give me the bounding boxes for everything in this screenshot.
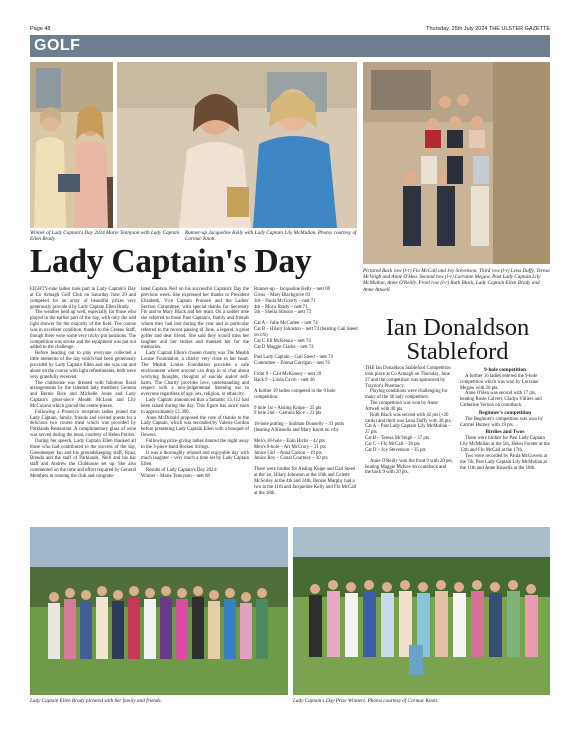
result-line: Cat C Jill McKenna – nett 74 [254, 338, 311, 344]
paragraph: EIGHTY-nine ladies took part in Lady Captain's Day at Co Armagh Golf Club on Saturday June 29 and competed for an array of beautiful prizes very generously provide d by Lady Captain Ellen Brady. [30, 287, 136, 310]
paragraph: It was a thoroughly relaxed and enjoyable day with much laughter – very much a time set by Lady Captain Ellen. [141, 450, 249, 468]
subheading: 9-hole competition [484, 367, 526, 373]
article-ian-donaldson-col1 [365, 366, 453, 476]
result-line: 4th – Moya Brady – nett 71 [254, 304, 308, 310]
paragraph: During her speech, Lady Captain Ellen thanked all those who had contributed to the success of the day, Greenkeeper Ian and his groundskeeping staff, Ryan, Brenda and the staff of Parklands, Neill and his bar staff and Andrew the Clubhouse set up. She also commented on the time and effort required by General Members in running the club and congratu- [30, 438, 136, 479]
paragraph: There were birdies for Past Lady Captain Lily McMullan at the 5th, Helen Forster at the 13th and Flo McCall at the 17th. [460, 436, 550, 453]
paragraph: Lady Captain announced that a fantastic £1,112 had been raised during the day. This figure has since risen to approximately £1,300. [141, 398, 249, 415]
result-line: A further 19 ladies competed in the 9 hole competition. [254, 388, 336, 400]
paragraph: A further 16 ladies entered the 9-hole competition which was won by Lorraine Megaw with 20 pts. [460, 373, 539, 391]
result-line: Committee – Emma Gurrigan – nett 76 [254, 361, 330, 367]
result-line: 18-hole putting – Siobhan Donnelly – 33 putts (beating A Kinsella and Mary Knott on c/b) [254, 422, 345, 434]
issue-date-masthead: Thursday, 25th July 2024 THE ULSTER GAZETTE [426, 26, 550, 32]
paragraph: Following prize-giving ladies danced the night away to the 3-piece band Broken Strings. [141, 438, 249, 450]
result-line: 3rd – Paula McGoorty – nett 71 [254, 298, 316, 304]
result-line: Gross – Mary Blackgrove 83 [254, 292, 311, 298]
paragraph: Playing conditions were challenging for many of the 46 lady competitors. [365, 389, 448, 401]
subheading: Birdies and Twos [485, 429, 525, 436]
result-line: Cat C – Flo McCall – 36 pts [365, 441, 420, 447]
headline-ian-donaldson-stableford [365, 316, 550, 364]
result-line: Cat A – Past Lady Captain Lily McMullan – 37 pts [365, 424, 451, 436]
result-line: 9 hole 1st – Aisling Knipe – 25 pts [254, 405, 322, 411]
result-line: Cat D – Joy Stevenson – 35 pts [365, 447, 426, 453]
result-line: 5th – Sheila Stinson – nett 73 [254, 310, 312, 316]
result-line: Cat B – Hilary Johnston – nett 74 (beating Gail Steed on c/b) [254, 327, 358, 338]
result-line: There were birdies for Aisling Knipe and Gail Steed at the 1st, Hilary Johnston at the 10th and Colette McSorley at the 4th and 14th, Denise Murphy had a two at the 11th and Jacqueline Kelly and Flo McCall at the 18th. [254, 467, 357, 496]
paragraph: Anne O'Reilly won the front 9 with 20 pts, beating Maggie McKee on countback and the back 9 with 20 pts. [365, 458, 453, 476]
paragraph: Before heading out to play everyone collected a little memento of the day which had been generously provided by Lady Captain Ellen and she was out and about on the course with light refreshments, both were very gratefully received. [30, 351, 136, 380]
paragraph: Two were recorded by Paula McGovern at the 7th, Past Lady Captain Lily McMullan at the 11th and Anne Kinsella at the 18th. [460, 453, 548, 471]
caption-winner: Winner of Lady Captain's Day 2024 Marie Tennyson with Lady Captain Ellen Brady. [30, 230, 180, 243]
page-header [30, 24, 550, 34]
article-lady-captains-day-col2 [141, 287, 249, 480]
result-line: Runner-up – Jacqueline Kelly – nett 69 [254, 287, 331, 292]
photo-prize-winners [293, 527, 550, 695]
article-ian-donaldson-col2 [460, 366, 550, 471]
paragraph: The competition was won by Anne Attwell with 40 pts. [365, 401, 438, 412]
paragraph: lated Captain Neil on his successful Captain's Day the previous week. She expressed her thanks to President Elizabeth, Vice Captain Pronsen and the Ladies' Section Committee, with special thanks for Secretary Flo and to Mary Black and her team. On a sadder note she referred to those Past Captain's, family and friends whom they had lost during the year and in particular referred to the recent passing of June, a legend, a great golfer and dear friend. She said they would miss her laughter and her stories and thanked her for the memories. [141, 287, 249, 351]
result-line: Cat A – Julie McCarten – nett 74 [254, 321, 318, 327]
paragraph: The clubhouse was dressed with fabulous floral arrangements by the talented lady members Gemma and Bernie Rice and Michelle Jones and Lady Captain's great-niece Meabh McLean and Lily McCavana which graced the centre-pieces. [30, 380, 136, 409]
caption-family-friends: Lady Captain Ellen Brady pictured with her family and friends. [30, 698, 162, 704]
paragraph: The weather held up well, especially for those who played in the earlier part of the day, with only the odd light shower for the majority of the field. The course was in excellent condition, thanks to the Greens Staff, though there were some very tricky pin positions. The competition was stroke and the equipment was put out added to the challenge. [30, 310, 136, 351]
paragraph: Winner – Marie Tennyson – nett 68 [141, 474, 210, 479]
paragraph: Anne O'Hea was second with 17 pts, beating Rosie Calvert, Gladys Villiers and Catherine Vernon on countback. [460, 391, 542, 409]
caption-runner-up: Runner-up Jacqueline Kelly with Lady Captain Lily McMullan. Photos courtesy of Cormac Knott. [185, 230, 357, 243]
result-line: 9 hole 2nd – Gemma Rice – 21 pts [254, 411, 322, 417]
caption-prize-winners: Lady Captain's Day Prize Winners. Photos courtesy of Cormac Knott. [293, 698, 439, 704]
paragraph: Lady Captain Ellen's chosen charity was The Meabh Louise Foundation, a charity very close to her heart. The Meabh Louise Foundation provides a safe environment where anyone can drop in to chat about worrying thoughts, thoughts of suicide and/or self-harm. The Charity provides love, understanding and respect with a non-judgemental listening ear to everyone regardless of age, sex, religion, or ethnicity. [141, 351, 249, 398]
result-line: Past Lady Captain – Gail Steed – nett 74 [254, 355, 333, 361]
headline-lady-captains-day: Lady Captain's Day [30, 243, 312, 280]
photo-runner-up-jacqueline-kelly [117, 62, 357, 228]
caption-ian-donaldson-group: Pictured Back row (l-r) Flo McCall and Joy Stevenson. Third row (l-r) Lena Duffy, Teresa McVeigh and Anne O'Hea. Second row (l-r) Lorraine Megaw, Past Lady Captain Lily McMullan, Anne O'Reilly. Front row (l-r) Ruth Black, Lady Captain Ellen Brady and Anne Attwell. [363, 268, 550, 293]
paragraph: Anne McDonald proposed the vote of thanks to the Lady Captain, which was seconded by Valerie Gordon before presenting Lady Captain Ellen with a bouquet of flowers. [141, 415, 249, 439]
paragraph: Following a Prosecco reception ladies joined the Lady Captain, family, friends and invited guests for a delicious two course meal which was provided by Parklands Restaurant. A complimentary glass of wine was served during the meal, courtesy of Helen Poirier. [30, 409, 136, 439]
paragraph: Ruth Black was second with 42 pts (+20 cards) and third was Lena Duffy with 38 pts. [365, 412, 452, 424]
result-line: Back 9 – Linda Cavin – nett 36 [254, 377, 315, 383]
photo-winner-marie-tennyson [30, 62, 113, 228]
headline-line: Stableford [406, 338, 509, 365]
section-banner [30, 35, 550, 57]
result-line: Cat D Maggie Clarke – nett 74 [254, 344, 314, 350]
photo-lady-captain-family-friends [30, 527, 288, 695]
paragraph: The Beginner's competition was won by Carmel Hurney with 19 pts. [460, 416, 543, 428]
result-line: Junior Girl – Anna Carson – 19 pts [254, 450, 322, 456]
article-lady-captains-day-col3 [254, 287, 358, 496]
result-line: Junior Boy – Conal Courtney – 30 pts [254, 456, 328, 462]
subheading: Beginner's competition [478, 409, 532, 416]
article-lady-captains-day-col1 [30, 287, 136, 480]
result-line: Men's 9-hole – Art McCrory – 21 pts [254, 444, 326, 450]
photo-ian-donaldson-group [363, 62, 550, 264]
paragraph: THE Ian Donaldson Stableford Competition took place at Co Armagh on Thursday, June 27 and the competition was sponsored by Traynor's Pharmacy. [365, 366, 451, 389]
page-number: Page 48 [30, 26, 51, 32]
result-line: Men's 18-hole – Eoin Hicks – 42 pts [254, 438, 325, 444]
result-line: Cat B – Teresa McVeigh – 37 pts [365, 436, 430, 442]
result-line: Front 9 – Cait McKinney – nett 30 [254, 372, 322, 378]
headline-line: Ian Donaldson [385, 314, 530, 341]
section-title: GOLF [34, 37, 81, 54]
paragraph: Results of Lady Captain's Day 2024: [146, 468, 218, 474]
